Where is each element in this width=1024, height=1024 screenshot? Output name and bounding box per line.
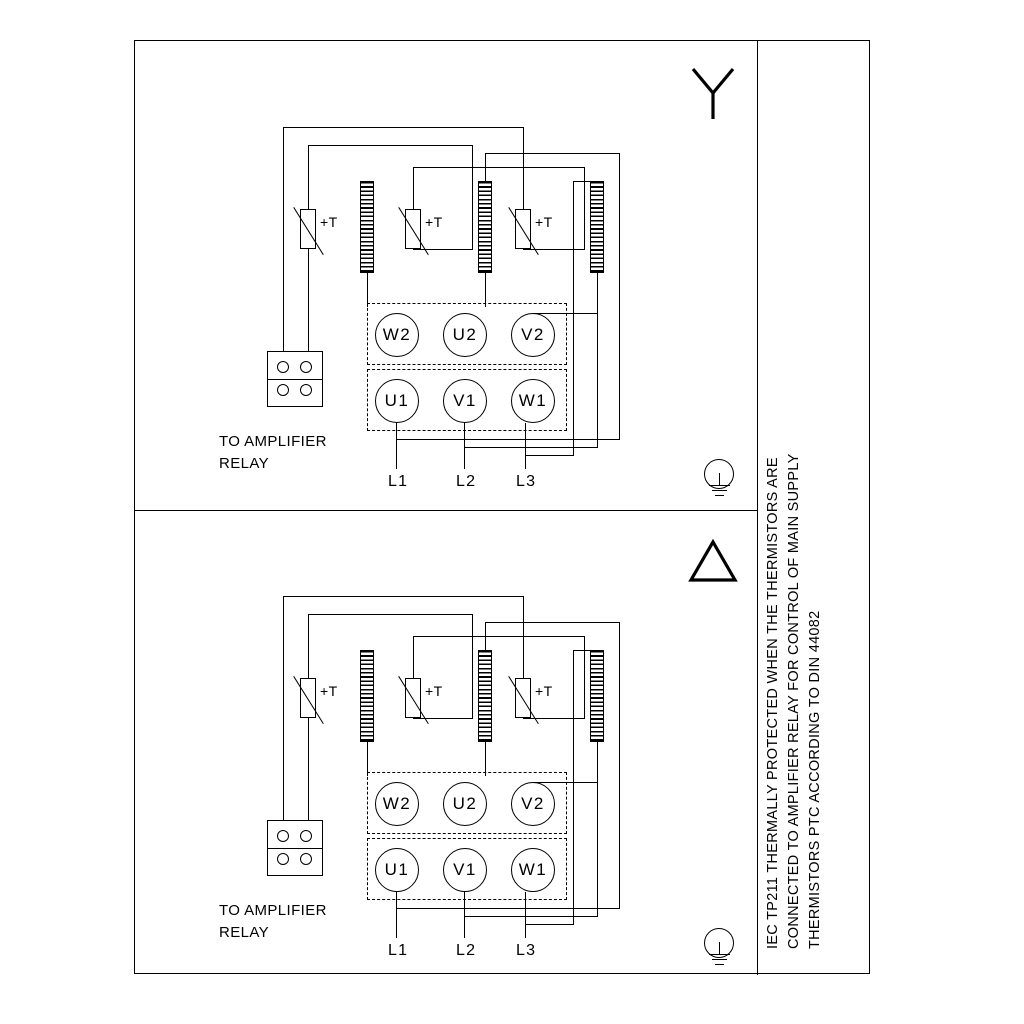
phase-label-L3: L3: [516, 942, 537, 959]
wire-w1-up: [573, 181, 574, 455]
thermistor-label-1: +T: [320, 683, 338, 699]
wire-ptc-t2-bot: [413, 249, 473, 250]
wire-u1-up: [619, 153, 620, 439]
wire-ptc-top: [283, 127, 523, 128]
thermistor-label-2: +T: [425, 683, 443, 699]
wire-coil2-down: [485, 273, 486, 307]
wire-ptc-t1-down: [308, 614, 309, 678]
amplifier-connector-block: [267, 351, 323, 407]
connector-label-line2: RELAY: [219, 924, 270, 941]
phase-label-L3: L3: [516, 473, 537, 490]
winding-coil-2: [478, 650, 492, 742]
wire-L3-lead: [525, 423, 526, 469]
winding-coil-1: [360, 650, 374, 742]
terminal-W1: W1: [511, 379, 555, 423]
phase-label-L1: L1: [388, 942, 409, 959]
earth-ground-icon: [689, 928, 749, 974]
wire-L3-lead: [525, 892, 526, 938]
terminal-W2: W2: [375, 313, 419, 357]
connector-label-line1: TO AMPLIFIER: [219, 902, 327, 919]
wire-coil3-down: [597, 742, 598, 782]
thermistor-2: [405, 209, 421, 249]
thermistor-2: [405, 678, 421, 718]
wire-ptc-mid: [413, 636, 585, 637]
thermistor-label-3: +T: [535, 214, 553, 230]
wire-ptc-t2-down: [413, 636, 414, 678]
terminal-U1: U1: [375, 848, 419, 892]
terminal-V1: V1: [443, 379, 487, 423]
panel-delta: [135, 510, 757, 975]
wire-coil3-bridge: [533, 313, 597, 314]
wire-ptc-t2-bot: [413, 718, 473, 719]
note-line-2: CONNECTED TO AMPLIFIER RELAY FOR CONTROL OF MAIN SUPPLY: [786, 453, 802, 949]
wire-ptc-t3-bot: [523, 718, 585, 719]
wire-ptc-t2-right: [472, 145, 473, 249]
phase-label-L1: L1: [388, 473, 409, 490]
connector-label-line1: TO AMPLIFIER: [219, 433, 327, 450]
wire-w1-right: [525, 455, 574, 456]
wire-L2-lead: [464, 892, 465, 938]
terminal-U2: U2: [443, 782, 487, 826]
wire-u1-right: [396, 439, 620, 440]
amplifier-connector-block: [267, 820, 323, 876]
wire-coil3-down: [597, 273, 598, 313]
terminal-V1: V1: [443, 848, 487, 892]
wire-ptc-t1-bot-down: [308, 249, 309, 353]
winding-coil-2: [478, 181, 492, 273]
winding-coil-3: [590, 650, 604, 742]
wire-u1-top: [485, 153, 620, 154]
wire-coil1-down: [367, 742, 368, 776]
diagram-sheet: [134, 40, 870, 974]
phase-label-L2: L2: [456, 473, 477, 490]
thermistor-3: [515, 678, 531, 718]
wire-ptc-low: [308, 145, 472, 146]
wire-coil2-down: [485, 742, 486, 776]
wire-ptc-t2-down: [413, 167, 414, 209]
winding-coil-3: [590, 181, 604, 273]
wire-ptc-left-down: [283, 127, 284, 353]
wire-v1-right: [464, 447, 598, 448]
wire-ptc-t1-bot-down: [308, 718, 309, 822]
wire-v1-right: [464, 916, 598, 917]
phase-label-L2: L2: [456, 942, 477, 959]
wire-L1-lead: [396, 423, 397, 469]
connector-label-line2: RELAY: [219, 455, 270, 472]
delta-connection-icon: [683, 532, 743, 592]
wire-u1-top: [485, 622, 620, 623]
earth-ground-icon: [689, 459, 749, 505]
wire-ptc-left-down: [283, 596, 284, 822]
wire-ptc-low: [308, 614, 472, 615]
wire-w1-right: [525, 924, 574, 925]
thermistor-1: [300, 209, 316, 249]
thermistor-1: [300, 678, 316, 718]
wire-ptc-t1-down: [308, 145, 309, 209]
wire-ptc-t3-right: [584, 167, 585, 249]
wire-L1-lead: [396, 892, 397, 938]
terminal-U2: U2: [443, 313, 487, 357]
thermistor-3: [515, 209, 531, 249]
terminal-V2: V2: [511, 782, 555, 826]
wire-L2-lead: [464, 423, 465, 469]
wire-ptc-top: [283, 596, 523, 597]
terminal-W2: W2: [375, 782, 419, 826]
terminal-U1: U1: [375, 379, 419, 423]
winding-coil-1: [360, 181, 374, 273]
note-column-divider: [757, 41, 758, 975]
thermistor-label-3: +T: [535, 683, 553, 699]
wire-ptc-t3-bot: [523, 249, 585, 250]
wye-connection-icon: [683, 61, 743, 121]
wire-coil1-down: [367, 273, 368, 307]
wire-u1-up: [619, 622, 620, 908]
wire-coil3-bridge: [533, 782, 597, 783]
wire-ptc-mid: [413, 167, 585, 168]
note-line-3: THERMISTORS PTC ACCORDING TO DIN 44082: [807, 610, 823, 949]
wire-u1-right: [396, 908, 620, 909]
wire-ptc-t3-right: [584, 636, 585, 718]
wire-ptc-t2-right: [472, 614, 473, 718]
thermistor-label-2: +T: [425, 214, 443, 230]
note-line-1: IEC TP211 THERMALLY PROTECTED WHEN THE THERMISTORS ARE: [765, 457, 781, 949]
terminal-W1: W1: [511, 848, 555, 892]
terminal-V2: V2: [511, 313, 555, 357]
thermistor-label-1: +T: [320, 214, 338, 230]
wire-w1-up: [573, 650, 574, 924]
